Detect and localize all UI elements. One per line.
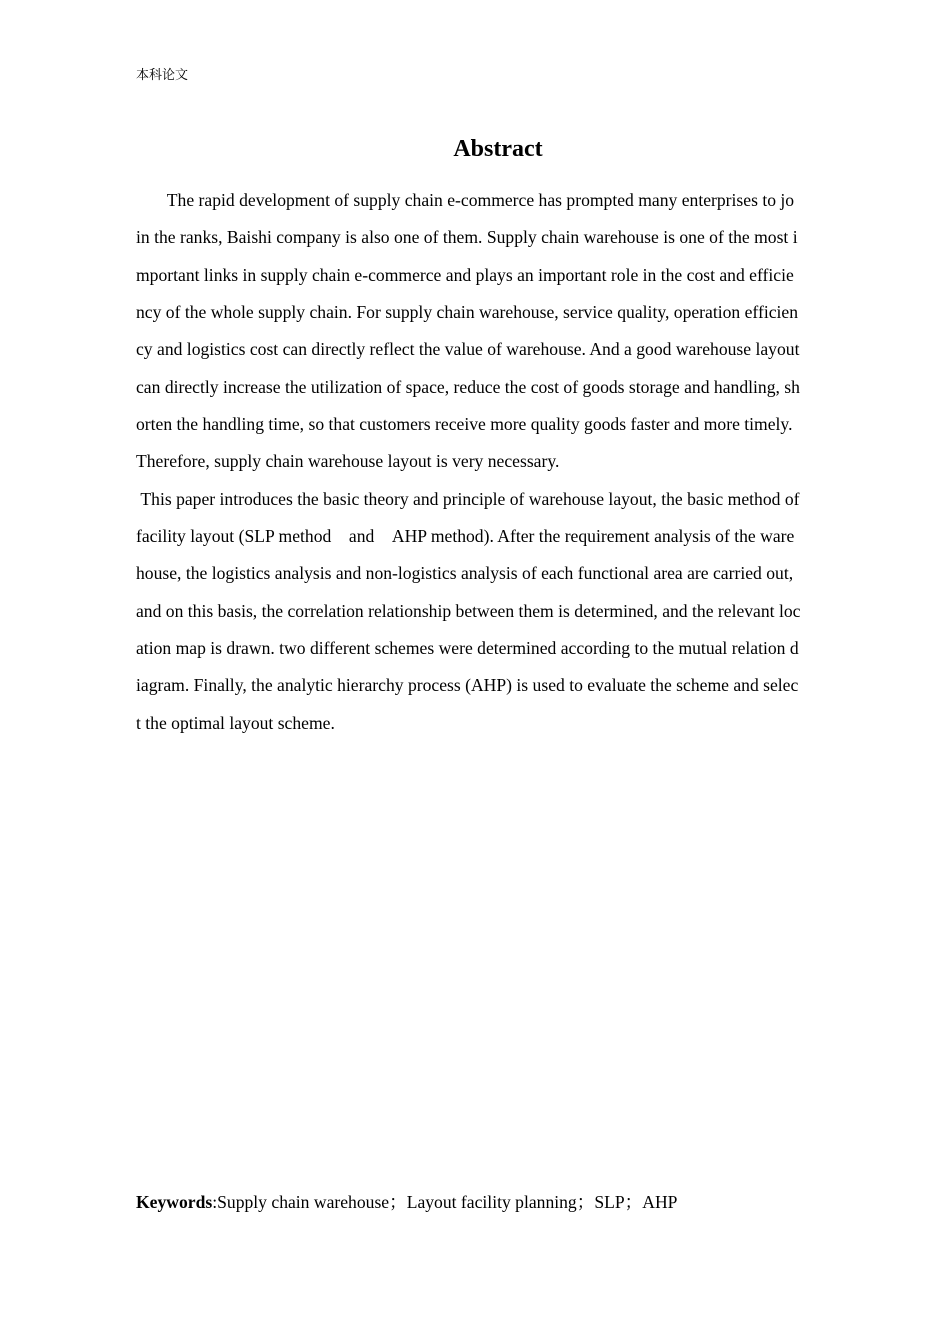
- abstract-line: facility layout (SLP method and AHP method). After the requirement analysis of the ware: [136, 525, 795, 546]
- abstract-line: The rapid development of supply chain e-commerce has prompted many enterprises to jo: [136, 190, 795, 210]
- keywords-text: :Supply chain warehouse；Layout facility planning；SLP；AHP: [212, 1192, 678, 1212]
- abstract-line: can directly increase the utilization of space, reduce the cost of goods storage and handling, sh: [136, 376, 800, 397]
- abstract-line: orten the handling time, so that customers receive more quality goods faster and more timely.: [136, 413, 793, 434]
- abstract-line: This paper introduces the basic theory and principle of warehouse layout, the basic method of: [136, 488, 800, 509]
- abstract-line: cy and logistics cost can directly reflect the value of warehouse. And a good warehouse layout: [136, 339, 800, 360]
- running-header: 本科论文: [136, 68, 189, 83]
- abstract-line: ncy of the whole supply chain. For supply chain warehouse, service quality, operation efficien: [136, 301, 799, 322]
- abstract-line: mportant links in supply chain e-commerce and plays an important role in the cost and efficie: [136, 264, 794, 285]
- keywords-line: [136, 1186, 677, 1218]
- abstract-line: iagram. Finally, the analytic hierarchy process (AHP) is used to evaluate the scheme and selec: [136, 675, 799, 696]
- abstract-line: Therefore, supply chain warehouse layout is very necessary.: [136, 451, 560, 472]
- abstract-title: Abstract: [453, 136, 543, 162]
- abstract-body: [136, 182, 860, 742]
- abstract-line: house, the logistics analysis and non-logistics analysis of each functional area are carried out,: [136, 563, 794, 584]
- keywords-label: Keywords: [136, 1192, 213, 1212]
- abstract-line: and on this basis, the correlation relationship between them is determined, and the relevant loc: [136, 600, 801, 621]
- abstract-line: t the optimal layout scheme.: [136, 712, 335, 733]
- abstract-line: in the ranks, Baishi company is also one of them. Supply chain warehouse is one of the most i: [136, 227, 798, 248]
- abstract-line: ation map is drawn. two different schemes were determined according to the mutual relation d: [136, 637, 799, 658]
